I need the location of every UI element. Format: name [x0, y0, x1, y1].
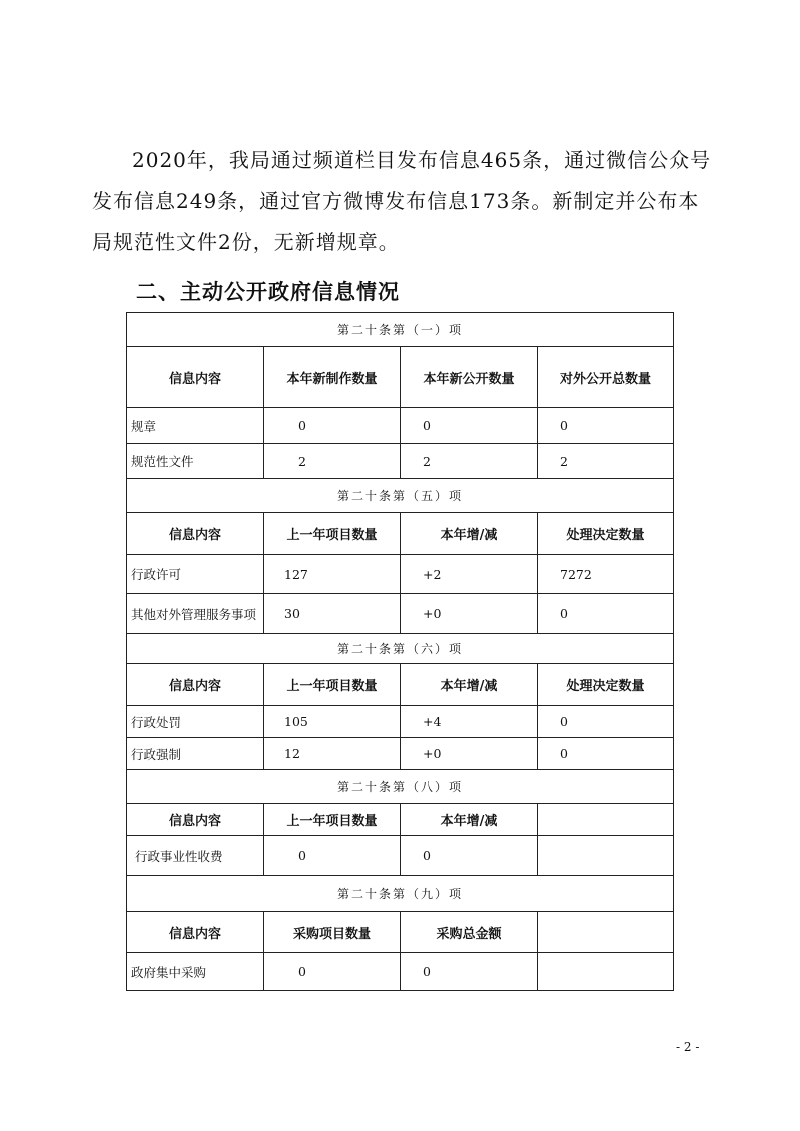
column-header: 信息内容: [127, 664, 264, 706]
row-label: 其他对外管理服务事项: [127, 594, 264, 634]
column-header: [538, 804, 674, 836]
row-label: 行政事业性收费: [127, 836, 264, 876]
table-row: [127, 953, 674, 991]
row-label: 规章: [127, 408, 264, 444]
section-title: 第二十条第（八）项: [127, 770, 674, 804]
cell-value: 0: [264, 408, 401, 444]
table-row: [127, 594, 674, 634]
cell-value: +2: [401, 555, 538, 594]
column-header: 上一年项目数量: [264, 513, 401, 555]
disclosure-table: [126, 312, 674, 991]
column-header: 本年增/减: [401, 513, 538, 555]
intro-line: 2020年，我局通过频道栏目发布信息465条，通过微信公众号: [132, 148, 712, 172]
section-title: 第二十条第（九）项: [127, 876, 674, 912]
cell-value: 7272: [538, 555, 674, 594]
table-row: [127, 408, 674, 444]
cell-value: +4: [401, 706, 538, 738]
column-header: 本年增/减: [401, 804, 538, 836]
header-row: [127, 664, 674, 706]
row-label: 行政强制: [127, 738, 264, 770]
section-title: 第二十条第（六）项: [127, 634, 674, 664]
cell-value: 2: [401, 444, 538, 479]
cell-value: 30: [264, 594, 401, 634]
column-header: 采购总金额: [401, 912, 538, 953]
column-header: 信息内容: [127, 347, 264, 408]
header-row: [127, 804, 674, 836]
cell-value: 0: [401, 953, 538, 991]
section-title: 第二十条第（一）项: [127, 313, 674, 347]
intro-line: 发布信息249条，通过官方微博发布信息173条。新制定并公布本: [92, 189, 700, 213]
table-row: [127, 555, 674, 594]
section-title-row: [127, 479, 674, 513]
section-title-row: [127, 770, 674, 804]
column-header: 本年新公开数量: [401, 347, 538, 408]
table-row: [127, 444, 674, 479]
cell-value: 0: [401, 408, 538, 444]
row-label: 政府集中采购: [127, 953, 264, 991]
column-header: [538, 912, 674, 953]
section-title-row: [127, 313, 674, 347]
section-title-row: [127, 634, 674, 664]
cell-value: 2: [538, 444, 674, 479]
column-header: 对外公开总数量: [538, 347, 674, 408]
cell-value: 0: [538, 408, 674, 444]
cell-value: 105: [264, 706, 401, 738]
column-header: 上一年项目数量: [264, 804, 401, 836]
cell-value: 127: [264, 555, 401, 594]
header-row: [127, 912, 674, 953]
table-row: [127, 738, 674, 770]
cell-value: 2: [264, 444, 401, 479]
header-row: [127, 513, 674, 555]
column-header: 本年增/减: [401, 664, 538, 706]
intro-line: 局规范性文件2份，无新增规章。: [92, 230, 400, 254]
intro-paragraph: [92, 140, 722, 263]
column-header: 信息内容: [127, 513, 264, 555]
column-header: 处理决定数量: [538, 513, 674, 555]
cell-value: +0: [401, 594, 538, 634]
row-label: 行政许可: [127, 555, 264, 594]
page-number: - 2 -: [676, 1040, 700, 1054]
cell-value: +0: [401, 738, 538, 770]
table-row: [127, 706, 674, 738]
header-row: [127, 347, 674, 408]
section-title: 第二十条第（五）项: [127, 479, 674, 513]
cell-value: 0: [264, 836, 401, 876]
cell-value: 0: [538, 594, 674, 634]
cell-value: [538, 836, 674, 876]
cell-value: 0: [264, 953, 401, 991]
column-header: 采购项目数量: [264, 912, 401, 953]
column-header: 本年新制作数量: [264, 347, 401, 408]
row-label: 行政处罚: [127, 706, 264, 738]
cell-value: 0: [538, 706, 674, 738]
column-header: 处理决定数量: [538, 664, 674, 706]
cell-value: 0: [401, 836, 538, 876]
section-heading: 二、主动公开政府信息情况: [136, 280, 400, 304]
column-header: 信息内容: [127, 912, 264, 953]
column-header: 信息内容: [127, 804, 264, 836]
column-header: 上一年项目数量: [264, 664, 401, 706]
table-row: [127, 836, 674, 876]
cell-value: 0: [538, 738, 674, 770]
row-label: 规范性文件: [127, 444, 264, 479]
cell-value: [538, 953, 674, 991]
section-title-row: [127, 876, 674, 912]
cell-value: 12: [264, 738, 401, 770]
